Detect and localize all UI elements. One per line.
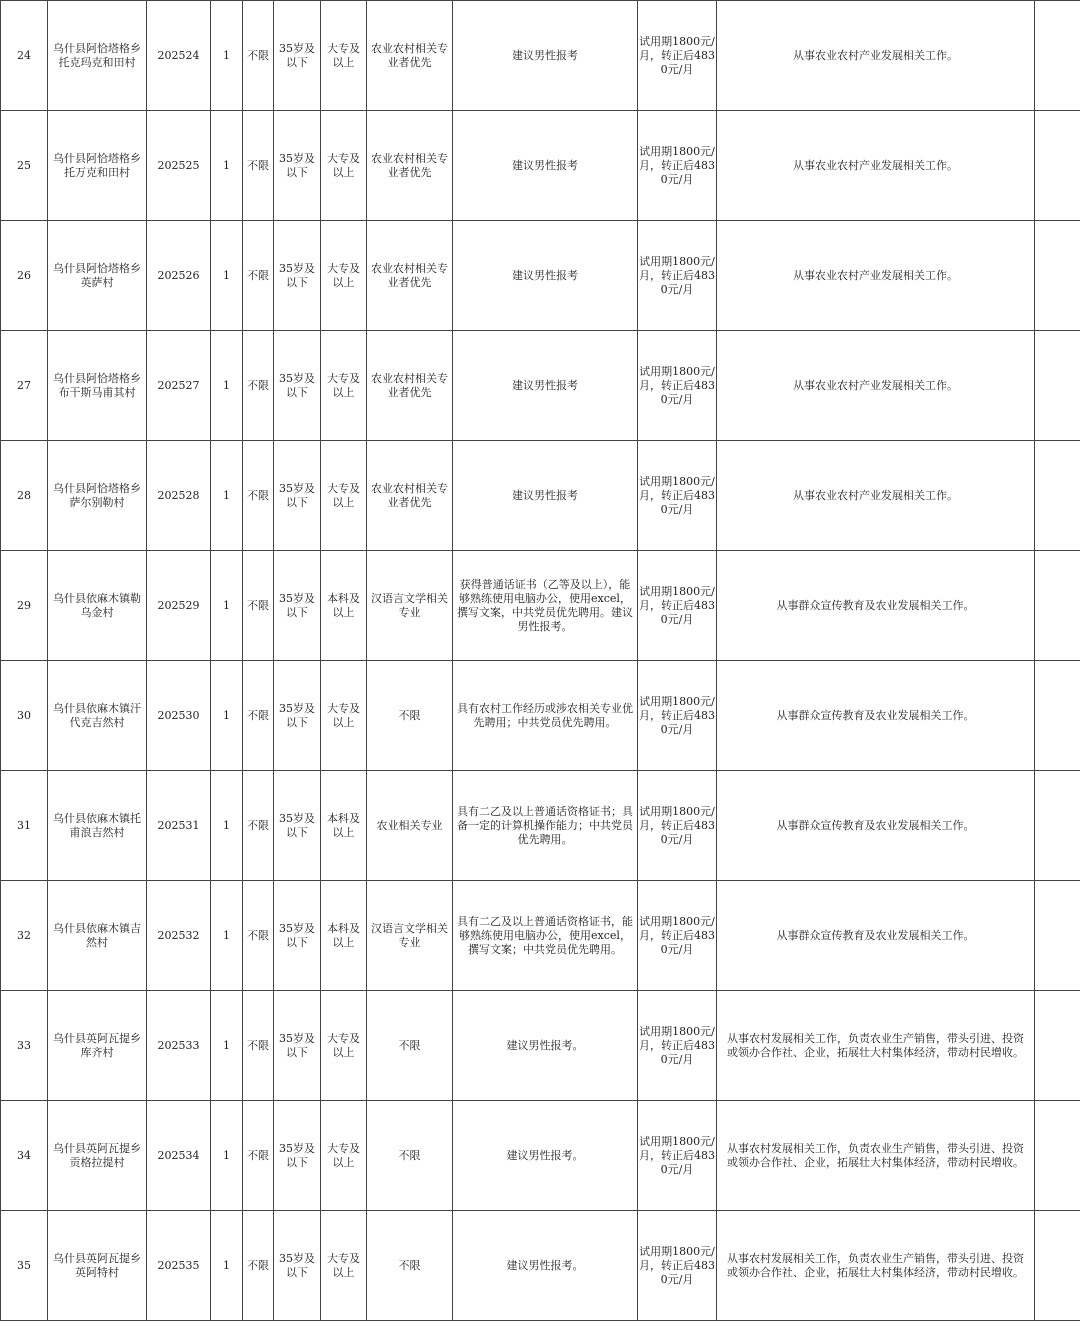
cell-age: 35岁及以下 — [274, 551, 321, 661]
cell-major: 农业农村相关专业者优先 — [367, 1, 453, 111]
cell-remark — [1035, 881, 1080, 991]
cell-age: 35岁及以下 — [274, 661, 321, 771]
cell-age: 35岁及以下 — [274, 1, 321, 111]
cell-gender: 不限 — [243, 1101, 274, 1211]
cell-headcount: 1 — [211, 441, 243, 551]
cell-position-code: 202533 — [147, 991, 211, 1101]
cell-major: 汉语言文学相关专业 — [367, 881, 453, 991]
cell-headcount: 1 — [211, 991, 243, 1101]
cell-salary: 试用期1800元/月，转正后4830元/月 — [638, 991, 717, 1101]
cell-unit: 乌什县阿恰塔格乡英萨村 — [48, 221, 147, 331]
cell-position-code: 202527 — [147, 331, 211, 441]
table-row — [1, 551, 1080, 661]
table-row — [1, 111, 1080, 221]
cell-headcount: 1 — [211, 881, 243, 991]
table-row — [1, 991, 1080, 1101]
cell-number: 34 — [1, 1101, 48, 1211]
cell-unit: 乌什县阿恰塔格乡萨尔别勒村 — [48, 441, 147, 551]
cell-major: 不限 — [367, 1211, 453, 1321]
cell-duties: 从事农村发展相关工作，负责农业生产销售，带头引进、投资或领办合作社、企业，拓展壮大村集体经济，带动村民增收。 — [717, 1211, 1035, 1321]
cell-education: 本科及以上 — [321, 771, 367, 881]
cell-duties: 从事农业农村产业发展相关工作。 — [717, 441, 1035, 551]
cell-age: 35岁及以下 — [274, 331, 321, 441]
cell-unit: 乌什县阿恰塔格乡托克玛克和田村 — [48, 1, 147, 111]
cell-gender: 不限 — [243, 551, 274, 661]
cell-gender: 不限 — [243, 1211, 274, 1321]
cell-other-requirements: 建议男性报考 — [453, 221, 638, 331]
cell-headcount: 1 — [211, 221, 243, 331]
cell-age: 35岁及以下 — [274, 1101, 321, 1211]
cell-duties: 从事群众宣传教育及农业发展相关工作。 — [717, 771, 1035, 881]
cell-education: 本科及以上 — [321, 551, 367, 661]
cell-gender: 不限 — [243, 441, 274, 551]
cell-unit: 乌什县依麻木镇勒乌金村 — [48, 551, 147, 661]
cell-position-code: 202529 — [147, 551, 211, 661]
table-row — [1, 441, 1080, 551]
cell-age: 35岁及以下 — [274, 881, 321, 991]
cell-number: 35 — [1, 1211, 48, 1321]
cell-gender: 不限 — [243, 771, 274, 881]
cell-position-code: 202534 — [147, 1101, 211, 1211]
cell-salary: 试用期1800元/月，转正后4830元/月 — [638, 1, 717, 111]
cell-remark — [1035, 441, 1080, 551]
cell-number: 29 — [1, 551, 48, 661]
cell-other-requirements: 建议男性报考。 — [453, 1101, 638, 1211]
cell-education: 大专及以上 — [321, 111, 367, 221]
cell-remark — [1035, 1, 1080, 111]
cell-salary: 试用期1800元/月，转正后4830元/月 — [638, 1211, 717, 1321]
table-row — [1, 1101, 1080, 1211]
cell-headcount: 1 — [211, 551, 243, 661]
cell-number: 27 — [1, 331, 48, 441]
cell-salary: 试用期1800元/月，转正后4830元/月 — [638, 441, 717, 551]
cell-headcount: 1 — [211, 1211, 243, 1321]
cell-number: 25 — [1, 111, 48, 221]
table-row — [1, 1, 1080, 111]
cell-education: 大专及以上 — [321, 1101, 367, 1211]
cell-major: 不限 — [367, 991, 453, 1101]
cell-unit: 乌什县阿恰塔格乡托万克和田村 — [48, 111, 147, 221]
cell-salary: 试用期1800元/月，转正后4830元/月 — [638, 111, 717, 221]
cell-position-code: 202528 — [147, 441, 211, 551]
cell-duties: 从事群众宣传教育及农业发展相关工作。 — [717, 661, 1035, 771]
cell-major: 不限 — [367, 1101, 453, 1211]
cell-education: 大专及以上 — [321, 441, 367, 551]
cell-education: 大专及以上 — [321, 1, 367, 111]
cell-other-requirements: 获得普通话证书（乙等及以上），能够熟练使用电脑办公，使用excel，撰写文案，中共党员优先聘用。建议男性报考。 — [453, 551, 638, 661]
cell-education: 大专及以上 — [321, 661, 367, 771]
table-row — [1, 221, 1080, 331]
cell-gender: 不限 — [243, 331, 274, 441]
cell-unit: 乌什县英阿瓦提乡英阿特村 — [48, 1211, 147, 1321]
cell-number: 24 — [1, 1, 48, 111]
cell-duties: 从事农业农村产业发展相关工作。 — [717, 221, 1035, 331]
cell-remark — [1035, 1211, 1080, 1321]
cell-education: 本科及以上 — [321, 881, 367, 991]
cell-position-code: 202530 — [147, 661, 211, 771]
cell-age: 35岁及以下 — [274, 111, 321, 221]
cell-remark — [1035, 551, 1080, 661]
cell-gender: 不限 — [243, 881, 274, 991]
cell-salary: 试用期1800元/月，转正后4830元/月 — [638, 661, 717, 771]
table-row — [1, 1211, 1080, 1321]
cell-remark — [1035, 111, 1080, 221]
cell-age: 35岁及以下 — [274, 771, 321, 881]
cell-gender: 不限 — [243, 661, 274, 771]
cell-education: 大专及以上 — [321, 331, 367, 441]
cell-gender: 不限 — [243, 991, 274, 1101]
cell-duties: 从事农村发展相关工作，负责农业生产销售，带头引进、投资或领办合作社、企业，拓展壮大村集体经济，带动村民增收。 — [717, 1101, 1035, 1211]
cell-number: 31 — [1, 771, 48, 881]
cell-position-code: 202525 — [147, 111, 211, 221]
cell-other-requirements: 建议男性报考。 — [453, 991, 638, 1101]
cell-major: 农业农村相关专业者优先 — [367, 111, 453, 221]
cell-gender: 不限 — [243, 111, 274, 221]
cell-other-requirements: 建议男性报考 — [453, 1, 638, 111]
cell-other-requirements: 建议男性报考 — [453, 331, 638, 441]
cell-remark — [1035, 1101, 1080, 1211]
cell-duties: 从事农业农村产业发展相关工作。 — [717, 111, 1035, 221]
cell-position-code: 202526 — [147, 221, 211, 331]
cell-education: 大专及以上 — [321, 221, 367, 331]
cell-other-requirements: 具有农村工作经历或涉农相关专业优先聘用；中共党员优先聘用。 — [453, 661, 638, 771]
cell-headcount: 1 — [211, 111, 243, 221]
cell-headcount: 1 — [211, 331, 243, 441]
cell-remark — [1035, 331, 1080, 441]
cell-headcount: 1 — [211, 771, 243, 881]
cell-remark — [1035, 661, 1080, 771]
cell-unit: 乌什县阿恰塔格乡布干斯马甫其村 — [48, 331, 147, 441]
cell-salary: 试用期1800元/月，转正后4830元/月 — [638, 331, 717, 441]
cell-other-requirements: 具有二乙及以上普通话资格证书，能够熟练使用电脑办公，使用excel，撰写文案；中共党员优先聘用。 — [453, 881, 638, 991]
table-row — [1, 771, 1080, 881]
cell-major: 不限 — [367, 661, 453, 771]
cell-position-code: 202531 — [147, 771, 211, 881]
cell-number: 32 — [1, 881, 48, 991]
cell-remark — [1035, 221, 1080, 331]
cell-unit: 乌什县英阿瓦提乡库齐村 — [48, 991, 147, 1101]
cell-unit: 乌什县英阿瓦提乡贡格拉提村 — [48, 1101, 147, 1211]
cell-remark — [1035, 991, 1080, 1101]
cell-unit: 乌什县依麻木镇吉然村 — [48, 881, 147, 991]
cell-major: 农业农村相关专业者优先 — [367, 441, 453, 551]
cell-age: 35岁及以下 — [274, 221, 321, 331]
cell-age: 35岁及以下 — [274, 991, 321, 1101]
cell-major: 农业农村相关专业者优先 — [367, 221, 453, 331]
cell-headcount: 1 — [211, 1, 243, 111]
cell-age: 35岁及以下 — [274, 1211, 321, 1321]
cell-major: 汉语言文学相关专业 — [367, 551, 453, 661]
cell-headcount: 1 — [211, 661, 243, 771]
cell-other-requirements: 建议男性报考。 — [453, 1211, 638, 1321]
cell-headcount: 1 — [211, 1101, 243, 1211]
cell-gender: 不限 — [243, 1, 274, 111]
cell-major: 农业农村相关专业者优先 — [367, 331, 453, 441]
table-row — [1, 881, 1080, 991]
cell-age: 35岁及以下 — [274, 441, 321, 551]
cell-position-code: 202524 — [147, 1, 211, 111]
cell-other-requirements: 建议男性报考 — [453, 441, 638, 551]
cell-other-requirements: 建议男性报考 — [453, 111, 638, 221]
cell-gender: 不限 — [243, 221, 274, 331]
cell-salary: 试用期1800元/月，转正后4830元/月 — [638, 1101, 717, 1211]
table-row — [1, 331, 1080, 441]
cell-other-requirements: 具有二乙及以上普通话资格证书；具备一定的计算机操作能力；中共党员优先聘用。 — [453, 771, 638, 881]
cell-number: 30 — [1, 661, 48, 771]
cell-number: 28 — [1, 441, 48, 551]
cell-salary: 试用期1800元/月，转正后4830元/月 — [638, 221, 717, 331]
cell-remark — [1035, 771, 1080, 881]
cell-duties: 从事群众宣传教育及农业发展相关工作。 — [717, 551, 1035, 661]
cell-unit: 乌什县依麻木镇汗代克吉然村 — [48, 661, 147, 771]
cell-education: 大专及以上 — [321, 991, 367, 1101]
cell-salary: 试用期1800元/月，转正后4830元/月 — [638, 551, 717, 661]
cell-education: 大专及以上 — [321, 1211, 367, 1321]
cell-major: 农业相关专业 — [367, 771, 453, 881]
cell-duties: 从事农业农村产业发展相关工作。 — [717, 1, 1035, 111]
table-body — [1, 1, 1080, 1321]
cell-position-code: 202532 — [147, 881, 211, 991]
cell-salary: 试用期1800元/月，转正后4830元/月 — [638, 881, 717, 991]
cell-duties: 从事农村发展相关工作，负责农业生产销售，带头引进、投资或领办合作社、企业，拓展壮大村集体经济，带动村民增收。 — [717, 991, 1035, 1101]
cell-number: 33 — [1, 991, 48, 1101]
cell-duties: 从事农业农村产业发展相关工作。 — [717, 331, 1035, 441]
cell-position-code: 202535 — [147, 1211, 211, 1321]
cell-duties: 从事群众宣传教育及农业发展相关工作。 — [717, 881, 1035, 991]
cell-unit: 乌什县依麻木镇托甫浪吉然村 — [48, 771, 147, 881]
table-row — [1, 661, 1080, 771]
cell-number: 26 — [1, 221, 48, 331]
cell-salary: 试用期1800元/月，转正后4830元/月 — [638, 771, 717, 881]
